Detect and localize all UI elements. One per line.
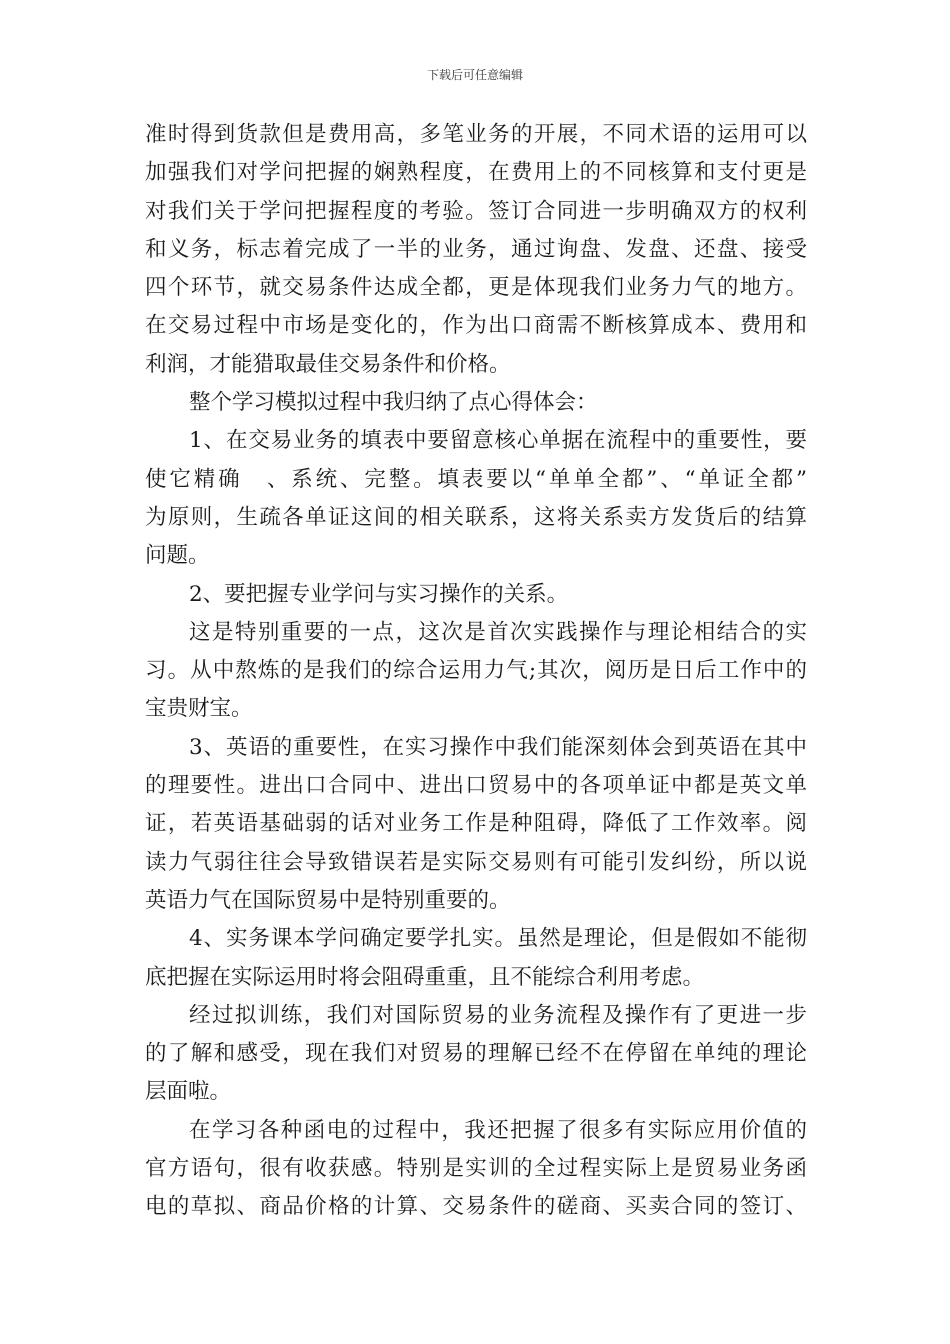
text-line: 4、实务课本学问确定要学扎实。虽然是理论，但是假如不能彻 [189, 926, 807, 952]
text-line: 和义务，标志着完成了一半的业务，通过询盘、发盘、还盘、接受 [145, 236, 807, 262]
text-line: 3、英语的重要性，在实习操作中我们能深刻体会到英语在其中 [189, 734, 807, 760]
text-line: 问题。 [145, 543, 210, 569]
text-line: 电的草拟、商品价格的计算、交易条件的磋商、买卖合同的签订、 [145, 1194, 807, 1220]
text-line: 的理要性。进出口合同中、进出口贸易中的各项单证中都是英文单 [145, 773, 807, 799]
document-body [145, 116, 807, 1227]
text-line: 在学习各种函电的过程中，我还把握了很多有实际应用价值的 [189, 1117, 807, 1143]
text-line: 底把握在实际运用时将会阻碍重重，且不能综合利用考虑。 [145, 964, 705, 990]
text-line: 的了解和感受，现在我们对贸易的理解已经不在停留在单纯的理论 [145, 1041, 807, 1067]
text-line: 整个学习模拟过程中我归纳了点心得体会： [189, 390, 598, 416]
text-line: 证，若英语基础弱的话对业务工作是种阻碍，降低了工作效率。阅 [145, 811, 807, 837]
text-line: 官方语句，很有收获感。特别是实训的全过程实际上是贸易业务函 [145, 1156, 807, 1182]
text-line: 1、在交易业务的填表中要留意核心单据在流程中的重要性，要 [189, 428, 807, 454]
text-line: 2、要把握专业学问与实习操作的关系。 [189, 581, 569, 607]
text-line: 层面啦。 [145, 1079, 232, 1105]
text-line: 习。从中熬炼的是我们的综合运用力气;其次，阅历是日后工作中的 [145, 658, 807, 684]
text-line: 在交易过程中市场是变化的，作为出口商需不断核算成本、费用和 [145, 313, 807, 339]
text-line: 经过拟训练，我们对国际贸易的业务流程及操作有了更进一步 [189, 1002, 807, 1028]
text-line: 加强我们对学问把握的娴熟程度，在费用上的不同核算和支付更是 [145, 160, 807, 186]
text-line: 使它精确 、系统、完整。填表要以“单单全都”、“单证全都” [145, 466, 807, 492]
text-line: 四个环节，就交易条件达成全都，更是体现我们业务力气的地方。 [145, 275, 807, 301]
page-header: 下载后可任意编辑 [426, 68, 523, 82]
text-line: 这是特别重要的一点，这次是首次实践操作与理论相结合的实 [189, 619, 807, 645]
text-line: 对我们关于学问把握程度的考验。签订合同进一步明确双方的权利 [145, 198, 807, 224]
text-line: 利润，才能猎取最佳交易条件和价格。 [145, 351, 511, 377]
text-line: 宝贵财宝。 [145, 696, 253, 722]
text-line: 读力气弱往往会导致错误若是实际交易则有可能引发纠纷，所以说 [145, 849, 807, 875]
text-line: 准时得到货款但是费用高，多笔业务的开展，不同术语的运用可以 [145, 122, 807, 147]
text-line: 英语力气在国际贸易中是特别重要的。 [145, 887, 511, 913]
text-line: 为原则，生疏各单证这间的相关联系，这将关系卖方发货后的结算 [145, 504, 807, 530]
